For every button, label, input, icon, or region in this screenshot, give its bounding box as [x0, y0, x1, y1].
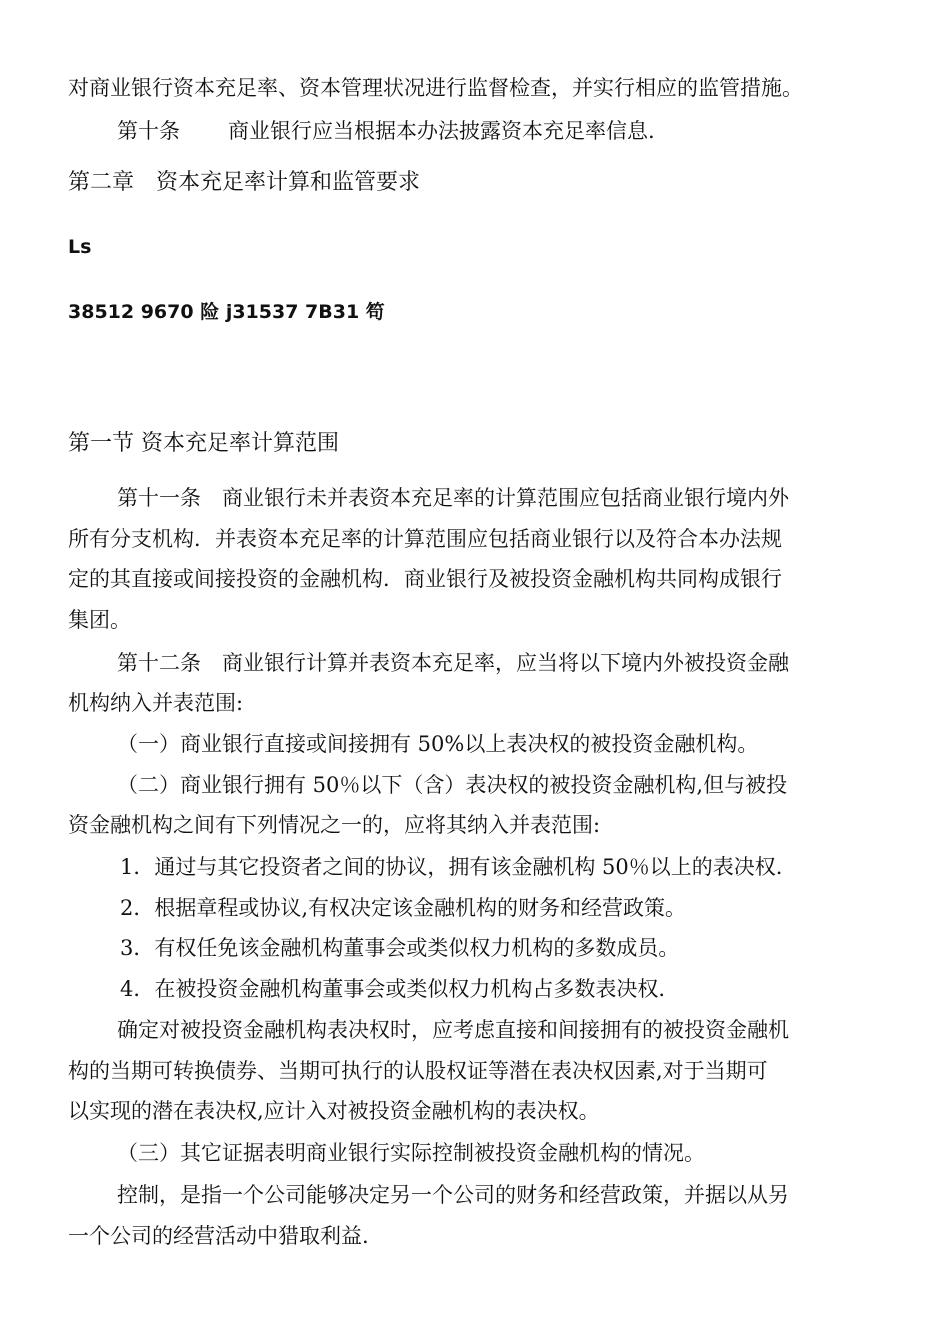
- numbered-item: 1．通过与其它投资者之间的协议，拥有该金融机构 50％以上的表决权.: [120, 855, 783, 879]
- paragraph-line: 第十一条 商业银行未并表资本充足率的计算范围应包括商业银行境内外: [117, 486, 789, 510]
- paragraph-line: 资金融机构之间有下列情况之一的，应将其纳入并表范围:: [68, 813, 601, 837]
- paragraph-line: 一个公司的经营活动中猎取利益.: [68, 1224, 369, 1248]
- garbled-text: Ls: [68, 236, 92, 258]
- list-item: （一）商业银行直接或间接拥有 50%以上表决权的被投资金融机构。: [117, 732, 759, 756]
- article-ten: [117, 116, 655, 146]
- article-number: 第十条: [117, 119, 180, 143]
- paragraph-line: 集团。: [68, 608, 131, 632]
- numbered-item: 4．在被投资金融机构董事会或类似权力机构占多数表决权.: [120, 977, 666, 1001]
- section-heading: 第一节 资本充足率计算范围: [68, 431, 339, 456]
- numbered-item: 2．根据章程或协议,有权决定该金融机构的财务和经营政策。: [120, 896, 687, 920]
- paragraph-line: 定的其直接或间接投资的金融机构．商业银行及被投资金融机构共同构成银行: [68, 567, 782, 591]
- paragraph-line: 控制，是指一个公司能够决定另一个公司的财务和经营政策，并据以从另: [117, 1183, 789, 1207]
- paragraph-line: 所有分支机构．并表资本充足率的计算范围应包括商业银行以及符合本办法规: [68, 527, 782, 551]
- paragraph-line: 对商业银行资本充足率、资本管理状况进行监督检查，并实行相应的监管措施。: [68, 76, 803, 100]
- numbered-item: 3．有权任免该金融机构董事会或类似权力机构的多数成员。: [120, 936, 680, 960]
- garbled-text: 38512 9670 险 j31537 7B31 笱: [68, 301, 385, 323]
- paragraph-line: 构的当期可转换债券、当期可执行的认股权证等潜在表决权因素,对于当期可: [68, 1059, 768, 1083]
- list-item: （二）商业银行拥有 50％以下（含）表决权的被投资金融机构,但与被投: [117, 773, 788, 797]
- paragraph-line: 第十二条 商业银行计算并表资本充足率，应当将以下境内外被投资金融: [117, 651, 789, 675]
- paragraph-line: 机构纳入并表范围:: [68, 691, 244, 715]
- paragraph-line: 以实现的潜在表决权,应计入对被投资金融机构的表决权。: [68, 1099, 600, 1123]
- chapter-heading: 第二章 资本充足率计算和监管要求: [68, 170, 421, 195]
- article-text: 商业银行应当根据本办法披露资本充足率信息.: [228, 119, 655, 143]
- paragraph-line: 确定对被投资金融机构表决权时，应考虑直接和间接拥有的被投资金融机: [117, 1018, 789, 1042]
- list-item: （三）其它证据表明商业银行实际控制被投资金融机构的情况。: [117, 1141, 705, 1165]
